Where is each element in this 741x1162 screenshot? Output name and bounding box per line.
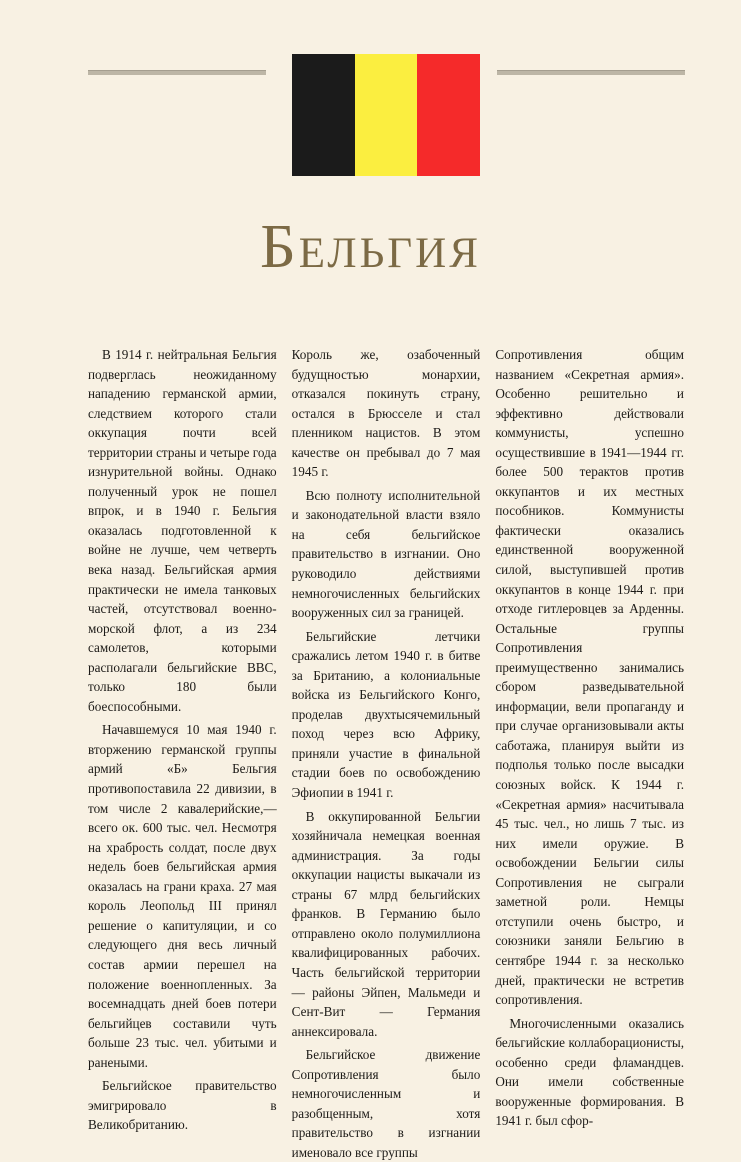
paragraph: Сопротивления общим названием «Секретная армия». Особенно решительно и эффективно действовали коммунисты, успешно осуществившие в 1941—1944 гг. более 500 терактов против оккупантов и их местных пособников. Коммунисты фактически оказались единственной вооруженной силой, выступившей против оккупантов в конце 1944 г. при отходе гитлеровцев за Арденны. Остальные группы Сопротивления преимущественно занимались сбором разведывательной информации, вели пропаганду и при случае организовывали акты саботажа, планируя выйти из подполья только после высадки союзных войск. К 1944 г. «Секретная армия» насчитывала 45 тыс. чел., но лишь 7 тыс. из них имели оружие. В освобождении Бельгии силы Сопротивления не сыграли заметной роли. Немцы отступили очень быстро, и союзники заняли Бельгию в сентябре 1944 г. за несколько дней, практически не встретив сопротивления. <box>495 347 684 1008</box>
text-column-1 <box>88 345 277 1162</box>
paragraph: Бельгийское правительство эмигрировало в Великобританию. <box>88 1078 277 1133</box>
paragraph: Начавшемуся 10 мая 1940 г. вторжению германской группы армий «Б» Бельгия противопоставила 22 дивизии, в том числе 2 кавалерийские,— всего ок. 600 тыс. чел. Несмотря на храбрость солдат, после двух недель боев бельгийская армия оказалась на грани краха. 27 мая король Леопольд III принял решение о капитуляции, и со следующего дня весь личный состав армии перешел на положение военнопленных. За восемнадцать дней боев потери бельгийцев составили чуть больше 23 тыс. чел. убитыми и ранеными. <box>88 722 277 1070</box>
text-column-2 <box>292 345 481 1162</box>
decorative-rule-left <box>88 70 266 75</box>
paragraph: В 1914 г. нейтральная Бельгия подверглась неожиданному нападению германской армии, следствием которого стали оккупация почти всей территории страны и четыре года изнурительной войны. Однако полученный урок не пошел впрок, и в 1940 г. Бельгия оказалась подготовленной к войне не лучше, чем четверть века назад. Бельгийская армия практически не имела танковых частей, отсутствовал военно-морской флот, а из 234 самолетов, которыми располагали бельгийские ВВС, только 180 были боеспособными. <box>88 347 277 714</box>
article-body <box>88 345 684 1162</box>
paragraph: Бельгийское движение Сопротивления было немногочисленным и разобщенным, хотя правительство в изгнании именовало все группы <box>291 1047 481 1160</box>
paragraph: Король же, озабоченный будущностью монархии, отказался покинуть страну, остался в Брюсселе и стал пленником нацистов. В этом качестве он пребывал до 7 мая 1945 г. <box>291 347 481 480</box>
paragraph: Бельгийские летчики сражались летом 1940 г. в битве за Британию, а колониальные войска из Бельгийского Конго, проделав двухтысячемильный поход через всю Африку, приняли участие в финальной стадии боев по освобождению Эфиопии в 1941 г. <box>291 628 481 801</box>
belgian-flag <box>292 54 480 176</box>
flag-stripe-yellow <box>355 54 418 176</box>
page-title: Бельгия <box>260 213 481 281</box>
paragraph: Всю полноту исполнительной и законодательной власти взяло на себя бельгийское правительство в изгнании. Оно руководило действиями немногочисленных бельгийских вооруженных сил за границей. <box>291 487 481 621</box>
decorative-rule-right <box>497 70 685 75</box>
text-column-3 <box>495 345 684 1162</box>
paragraph: Многочисленными оказались бельгийские коллаборационисты, особенно среди фламандцев. Они имели собственные вооруженные формирования. В 1941 г. был сфор- <box>495 1015 684 1129</box>
flag-stripe-red <box>417 54 480 176</box>
flag-stripe-black <box>292 54 355 176</box>
paragraph: В оккупированной Бельгии хозяйничала немецкая военная администрация. За годы оккупации нацисты выкачали из страны 67 млрд бельгийских франков. В Германию было отправлено около полумиллиона квалифицированных рабочих. Часть бельгийской территории — районы Эйпен, Мальмеди и Сент-Вит — Германия аннексировала. <box>291 808 481 1039</box>
